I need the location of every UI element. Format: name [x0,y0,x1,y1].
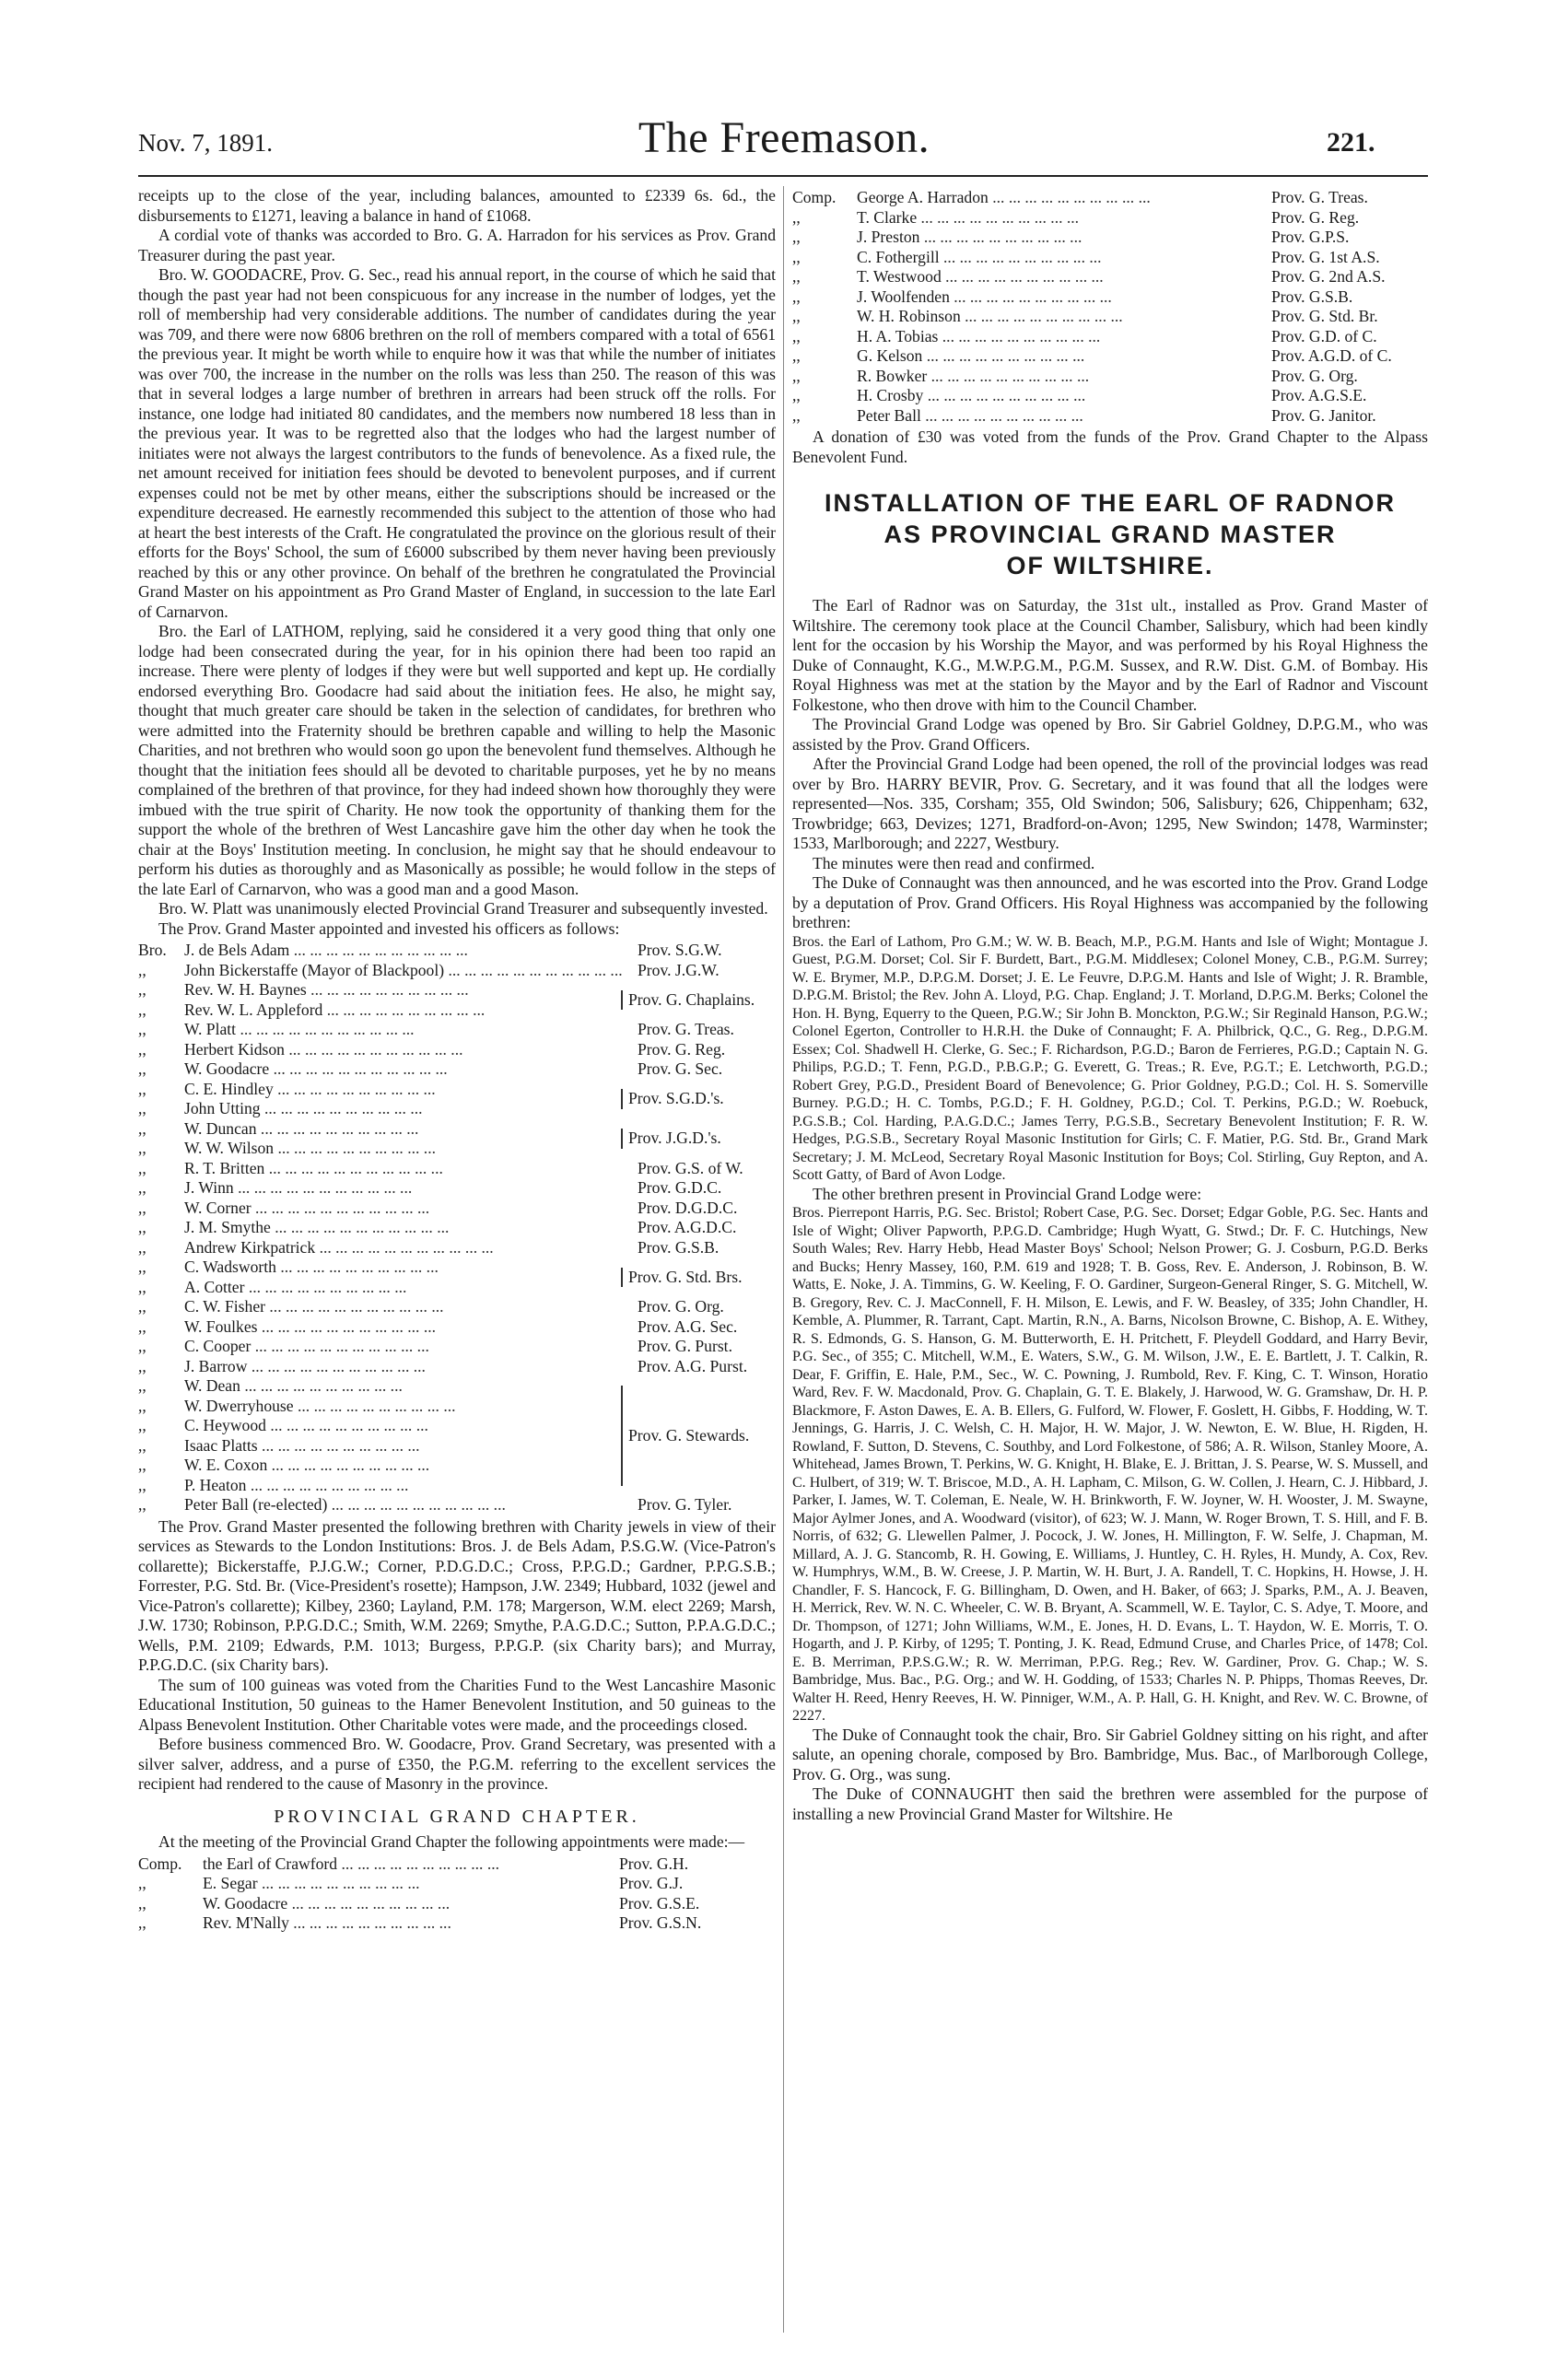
paragraph: A cordial vote of thanks was accorded to Bro. G. A. Harradon for his services as Prov. Grand Treasurer during the past year. [138,226,776,264]
chapter-officers-list [138,1854,776,1934]
officer-row: ,, Peter Ball ... . Prov. G. Janitor. [792,406,1428,427]
officer-row: ,, Rev. M'Nally ... . Prov. G.S.N. [138,1913,776,1934]
officer-row: ,, R. T. Britten ... . Prov. G.S. of W. [138,1159,776,1179]
chapter-heading: PROVINCIAL GRAND CHAPTER. [274,1806,640,1827]
officer-row: ,, G. Kelson ... . Prov. A.G.D. of C. [792,346,1428,367]
article-title: INSTALLATION OF THE EARL OF RADNOR AS PROVINCIAL GRAND MASTER OF WILTSHIRE. [825,489,1396,579]
paragraph: receipts up to the close of the year, including balances, amounted to £2339 6s. 6d., the disbursements to £1271, leaving a balance in hand of £1068. [138,186,776,225]
officer-row: ,, H. A. Tobias ... . Prov. G.D. of C. [792,327,1428,347]
paragraph: The Prov. Grand Master appointed and invested his officers as follows: [158,918,620,938]
officer-row: ,, R. Bowker ... . Prov. G. Org. [792,367,1428,387]
officer-row: ,, J. Barrow ... . Prov. A.G. Purst. [138,1357,776,1377]
officer-row: Comp. the Earl of Crawford ... . Prov. G.H. [138,1854,776,1875]
group-office: Prov. G. Stewards. [621,1386,776,1487]
paragraph: The sum of 100 guineas was voted from the Charities Fund to the West Lancashire Masonic Educational Institution, 50 guineas to the Hamer Benevolent Institution, and 50 guineas to the Alpass Benevolent Institution. Other Charitable votes were made, and the proceedings closed. [138,1675,776,1734]
officer-row: ,, W. H. Robinson ... . Prov. G. Std. Br. [792,307,1428,327]
officer-row: ,, C. W. Fisher ... . Prov. G. Org. [138,1297,776,1317]
paragraph: A donation of £30 was voted from the funds of the Prov. Grand Chapter to the Alpass Benevolent Fund. [792,427,1428,466]
page-number: 221. [1327,127,1375,158]
paragraph: At the meeting of the Provincial Grand Chapter the following appointments were made:— [158,1832,745,1851]
paragraph: Before business commenced Bro. W. Goodacre, Prov. Grand Secretary, was presented with a silver salver, address, and a purse of £350, the P.G.M. referring to the excellent services the recipient had rendered to the cause of Masonry in the province. [138,1735,776,1793]
paragraph: Bro. the Earl of LATHOM, replying, said he considered it a very good thing that only one lodge had been consecrated during the year, for in his opinion there had been too rapid an increase. There were plenty of lodges if they were but well supported and kept up. He cordially endorsed everything Bro. Goodacre had said about the initiation fees. He also, he might say, thought that much greater care should be taken in the selection of candidates, for brethren who were admitted into the Fraternity should be brethren capable and willing to help the Masonic Charities, and not brethren who would soon go upon the benevolent fund themselves. Although he thought that the initiation fees should all be devoted to charitable purposes, yet he by no means complained of the brethren of that province, for they had indeed shown how thoroughly they were imbued with the true spirit of Charity. He now took the opportunity of thanking them for the support the whole of the brethren of West Lancashire gave him the other day when he took the chair at the Boys' Institution meeting. In conclusion, he might say that he should endeavour to perform his duties as thoroughly and as Masonically as possible; he would follow in the steps of the late Earl of Carnarvon, who was a good man and a good Mason. [138,622,776,898]
officer-row: ,, Herbert Kidson ... . Prov. G. Reg. [138,1040,776,1060]
issue-date: Nov. 7, 1891. [138,129,273,157]
officer-row: ,, J. Winn ... . Prov. G.D.C. [138,1178,776,1199]
left-column [138,186,776,1936]
officer-row: Comp. George A. Harradon ... . Prov. G. Treas. [792,188,1428,208]
officer-group: ,, ,, ,, ,, ,, ,, W. Dean ... . W. Dwerryhouse ... . C. Heywood ... . Isaac Platts ... . W. E. Coxon ... . P. Heaton ... . Prov. G. Stewards. [138,1376,776,1495]
officer-row: ,, W. Platt ... . Prov. G. Treas. [138,1020,776,1040]
officer-row: ,, T. Clarke ... . Prov. G. Reg. [792,208,1428,228]
paragraph: The Duke of CONNAUGHT then said the brethren were assembled for the purpose of installing a new Provincial Grand Master for Wiltshire. He [792,1784,1428,1823]
group-office: Prov. G. Chaplains. [621,990,776,1011]
brethren-list-block [792,1204,1428,1725]
paragraph: Bros. Pierrepont Harris, P.G. Sec. Bristol; Robert Case, P.G. Sec. Dorset; Edgar Goble, P.G. Sec. Hants and Isle of Wight; Oliver Papworth, P.P.G.D. Cambridge; Hugh Wyatt, G. Stwd.; Dr. F. C. Hutchings, New South Wales; Rev. Harry Hebb, Head Master Boys' School; Nelson Prower; G. J. Cosburn, P.G.D. Berks and Bucks; Henry Massey, 160, P.M. 619 and 1928; T. B. Goss, Rev. E. Anderson, J. Robinson, B. W. Watts, E. Noke, J. A. Timmins, G. W. Keeling, F. O. Gardiner, Surgeon-General Ringer, S. G. Mitchell, W. B. Gregory, Rev. C. J. MacConnell, F. H. Milson, E. Lewis, and F. W. Beasley, of 335; John Chandler, H. Kemble, A. Plummer, R. Tarrant, Capt. Martin, R.N., A. Barns, Nicolson Browne, C. Bishop, A. E. Withey, R. S. Edmonds, G. S. Hanson, G. M. Butterworth, E. H. Pritchett, F. Pleydell Goddard, and Harry Bevir, P.G. Sec., of 355; C. Mitchell, W.M., E. Waters, S.W., G. M. Wilson, J.W., E. E. Bartlett, J. T. Calkin, R. Dear, F. Griffin, E. Hale, P.M., Sec., W. C. Powning, J. Rumbold, Rev. F. King, C. T. Winson, Horatio Ward, Rev. F. W. Macdonald, Prov. G. Chaplain, G. T. E. Blakely, J. Harwood, W. G. Gramshaw, Dr. H. P. Blackmore, F. Aston Dawes, E. A. B. Ellers, G. Fulford, W. Flower, F. Goslett, H. Gibbs, F. Hodding, W. T. Jennings, G. Harris, J. C. Welsh, C. H. Major, H. W. Major, J. W. Newton, E. W. Blue, H. Rigden, H. Rowland, F. Sutton, D. Stevens, C. Southby, and Lord Folkestone, of 586; A. R. Wilson, Stanley Moore, A. Whitehead, James Brown, T. Perkins, W. G. Knight, H. Blake, E. J. Brittan, J. S. Pearse, W. S. Mussell, and C. Hulbert, of 319; W. T. Briscoe, M.D., A. H. Lapham, C. Milson, G. W. Collen, J. Hearn, C. J. Hibbard, J. Parker, I. James, W. T. Coleman, E. Neale, W. H. Brinkworth, F. W. Joyner, W. H. Wooster, J. M. Swayne, Major Aylmer Jones, and A. Woodward (visitor), of 623; W. J. Mann, W. Roger Brown, T. S. Hill, and F. B. Norris, of 632; G. Llewellen Palmer, J. Pocock, J. W. Jones, H. Millington, F. W. Selfe, J. Chapman, M. Millard, A. J. G. Stancomb, R. H. Gowing, E. Williams, J. Huntley, C. H. Ryles, H. Mundy, A. Cox, Rev. W. Humphrys, W.M., B. W. Creese, J. P. Martin, W. H. Burt, J. A. Randell, T. C. Hopkins, H. Howse, J. H. Chandler, F. S. Hancock, F. G. Billingham, D. Owen, and H. Baker, of 663; J. Sparks, P.M., A. J. Beaven, H. Merrick, Rev. W. N. C. Wheeler, C. W. B. Bryant, A. Scammell, W. E. Taylor, C. S. Adye, T. Moore, and Dr. Thompson, of 1271; John Williams, W.M., E. Jones, H. D. Evans, L. T. Haydon, W. E. Morris, T. O. Hogarth, and J. P. Kirby, of 1295; T. Ponting, J. K. Read, Edmund Cruse, and Charles Price, of 1478; Col. E. B. Merriman, P.P.S.G.W.; R. W. Merriman, P.P.G. Reg.; Rev. W. Gardiner, Prov. G. Chap.; W. S. Bambridge, Mus. Bac., P.G. Org.; and W. H. Godding, of 1533; Charles N. P. Phipps, Thomas Reeves, Dr. Walter H. Reed, Henry Reeves, H. W. Pinniger, W.M., A. P. Hall, G. H. Knight, and Rev. W. C. Browne, of 2227. [792,1205,1428,1724]
officer-group: ,, ,, C. Wadsworth ... . A. Cotter ... . Prov. G. Std. Brs. [138,1258,776,1297]
paragraph: Bros. the Earl of Lathom, Pro G.M.; W. W. B. Beach, M.P., P.G.M. Hants and Isle of Wight; Montague J. Guest, P.G.M. Dorset; Col. Sir F. Burdett, Bart., P.G.M. Middlesex; Colonel Money, C.B., P.G.M. Surrey; W. E. Brymer, M.P., D.P.G.M. Dorset; J. E. Le Feuvre, D.P.G.M. Hants and Isle of Wight; J. R. Bramble, D.P.G.M. Bristol; the Rev. John A. Lloyd, P.G. Chap. England; J. T. Morland, D.P.G.M. Berks; Colonel the Hon. H. Byng, Equerry to the Queen, P.G.W.; Sir John B. Monckton, P.G.W.; Sir Reginald Hanson, P.G.W.; Colonel Egerton, Controller to H.R.H. the Duke of Connaught; F. A. Philbrick, Q.C., G. Reg., D.P.G.M. Essex; Col. Shadwell H. Clerke, G. Sec.; F. Richardson, P.G.D.; Baron de Ferrieres, P.G.D.; Captain N. G. Philips, P.G.D.; T. Fenn, P.G.D., P.B.G.P.; G. Everett, G. Treas.; R. Eve, P.G.T.; E. Letchworth, P.G.D.; Robert Grey, P.G.D., President Board of Benevolence; G. Prior Goldney, P.G.D.; Col. H. S. Somerville Burney. P.G.D.; H. C. Tombs, P.G.D.; F. H. Goldney, P.G.D.; Col. T. Perkins, P.G.D.; W. Roebuck, P.G.S.B.; Col. Harding, P.A.G.D.C.; James Terry, P.G.S.B., Secretary Benevolent Institution; F. R. W. Hedges, P.G.S.B., Secretary Royal Masonic Institution for Girls; C. F. Matier, P.G. Std. Br., Grand Mark Secretary; J. M. McLeod, Secretary Royal Masonic Institution for Boys; Col. Stirling, Guy Repton, and A. Scott Gatty, of Bard of Avon Lodge. [792,933,1428,1183]
officer-row: ,, C. Fothergill ... . Prov. G. 1st A.S. [792,248,1428,268]
officer-row: ,, T. Westwood ... . Prov. G. 2nd A.S. [792,267,1428,287]
officer-row: ,, J. Woolfenden ... . Prov. G.S.B. [792,287,1428,308]
officer-row: ,, John Bickerstaffe (Mayor of Blackpool) ... . Prov. J.G.W. [138,961,776,981]
paragraph: After the Provincial Grand Lodge had been opened, the roll of the provincial lodges was read over by Bro. HARRY BEVIR, Prov. G. Secretary, and it was found that all the lodges were represented—Nos. 335, Corsham; 355, Old Swindon; 506, Salisbury; 626, Chippenham; 632, Trowbridge; 663, Devizes; 1271, Bradford-on-Avon; 1295, New Swindon; 1478, Warminster; 1533, Marlborough; and 2227, Westbury. [792,755,1428,852]
officer-group: ,, ,, W. Duncan ... . W. W. Wilson ... . Prov. J.G.D.'s. [138,1119,776,1159]
officer-row: ,, J. M. Smythe ... . Prov. A.G.D.C. [138,1218,776,1238]
officers-list [138,941,776,1515]
officer-row: ,, H. Crosby ... . Prov. A.G.S.E. [792,386,1428,406]
officer-group: ,, ,, Rev. W. H. Baynes ... . Rev. W. L. Appleford ... . Prov. G. Chaplains. [138,980,776,1020]
right-column [792,186,1428,1824]
paragraph: Bro. W. Platt was unanimously elected Provincial Grand Treasurer and subsequently invested. [158,899,768,918]
paragraph: The Duke of Connaught took the chair, Bro. Sir Gabriel Goldney sitting on his right, and after salute, an opening chorale, composed by Bro. Bambridge, Mus. Bac., of Marlborough College, Prov. G. Org., was sung. [792,1725,1428,1784]
officer-row: ,, W. Goodacre ... . Prov. G.S.E. [138,1894,776,1914]
masthead-title: The Freemason. [638,113,930,162]
paragraph: The Prov. Grand Master presented the following brethren with Charity jewels in view of their services as Stewards to the London Institutions: Bros. J. de Bels Adam, P.S.G.W. (Vice-Patron's collarette); Bickerstaffe, P.J.G.W.; Corner, P.D.G.D.C.; Cross, P.P.G.D.; Gardner, P.P.G.S.B.; Forrester, P.G. Std. Br. (Vice-President's rosette); Hampson, J.W. 2349; Hubbard, 1032 (jewel and Vice-Patron's collarette); Kilbey, 2360; Layland, P.M. 178; Margerson, W.M. elect 2269; Marsh, J.W. 1730; Robinson, P.P.G.D.C.; Smith, W.M. 2269; Smythe, P.A.G.D.C.; Sutton, P.P.A.G.D.C.; Wells, P.M. 2109; Edwards, P.M. 1013; Burgess, P.P.G.P. (six Charity bars); and Murray, P.P.G.D.C. (six Charity bars). [138,1516,776,1674]
officer-row: ,, W. Foulkes ... . Prov. A.G. Sec. [138,1317,776,1338]
officer-row: ,, W. Goodacre ... . Prov. G. Sec. [138,1059,776,1080]
header-rule [138,175,1428,177]
officer-row: Bro. J. de Bels Adam ... . Prov. S.G.W. [138,941,776,961]
officer-row: ,, J. Preston ... . Prov. G.P.S. [792,228,1428,248]
paragraph: The Duke of Connaught was then announced, and he was escorted into the Prov. Grand Lodge by a deputation of Prov. Grand Officers. His Royal Highness was accompanied by the following brethren: [792,873,1428,931]
paragraph: The minutes were then read and confirmed. [813,853,1095,872]
brethren-list-block [792,933,1428,1185]
group-office: Prov. J.G.D.'s. [621,1129,776,1149]
paragraph: The Provincial Grand Lodge was opened by Bro. Sir Gabriel Goldney, D.P.G.M., who was assisted by the Prov. Grand Officers. [792,715,1428,754]
paragraph: The other brethren present in Provincial Grand Lodge were: [813,1184,1202,1203]
column-divider [783,186,784,2333]
officer-group: ,, ,, C. E. Hindley ... . John Utting ... . Prov. S.G.D.'s. [138,1080,776,1119]
paragraph: Bro. W. GOODACRE, Prov. G. Sec., read his annual report, in the course of which he said that though the past year had not been conspicuous for any increase in the number of lodges, yet the roll of membership had very considerable additions. The number of candidates during the year was 709, and there were now 6806 brethren on the roll of members compared with a total of 6561 the previous year. It might be worth while to enquire how it was that while the number of initiates was over 700, the increase in the number on the rolls was less than 250. The reason of this was that in several lodges a large number of brethren in arrears had been struck off the rolls. For instance, one lodge had initiated 80 candidates, and the members now numbered 18 less than in the previous year. It was to be regretted also that the lodges who had the largest number of initiates were not always the largest contributors to the funds of benevolence. As a fixed rule, the net amount received for initiation fees should be devoted to benevolent purposes, and if current expenses could not be met by other means, either the subscriptions should be increased or the expenditure decreased. He earnestly recommended this subject to the attention of those who had at heart the best interests of the Craft. He congratulated the province on the glorious result of their efforts for the Boys' School, the sum of £6000 subscribed by them never having been previously reached by this or any other province. On behalf of the brethren he congratulated the Provincial Grand Master on his appointment as Pro Grand Master of England, in succession to the late Earl of Carnarvon. [138,265,776,621]
group-office: Prov. S.G.D.'s. [621,1089,776,1109]
paragraph: The Earl of Radnor was on Saturday, the 31st ult., installed as Prov. Grand Master of Wiltshire. The ceremony took place at the Council Chamber, Salisbury, which had been kindly lent for the occasion by his Worship the Mayor, and was performed by his Royal Highness the Duke of Connaught, K.G., M.W.P.G.M., P.G.M. Sussex, and R.W. Dist. G.M. of Bombay. His Royal Highness was met at the station by the Mayor and by the Earl of Radnor and Viscount Folkestone, who then drove with him to the Council Chamber. [792,596,1428,714]
officer-row: ,, Peter Ball (re-elected) ... . Prov. G. Tyler. [138,1495,776,1515]
officer-row: ,, Andrew Kirkpatrick ... . Prov. G.S.B. [138,1238,776,1258]
officer-row: ,, E. Segar ... . Prov. G.J. [138,1874,776,1894]
chapter-officers-list [792,188,1428,426]
officer-row: ,, W. Corner ... . Prov. D.G.D.C. [138,1199,776,1219]
officer-row: ,, C. Cooper ... . Prov. G. Purst. [138,1337,776,1357]
group-office: Prov. G. Std. Brs. [621,1268,776,1288]
